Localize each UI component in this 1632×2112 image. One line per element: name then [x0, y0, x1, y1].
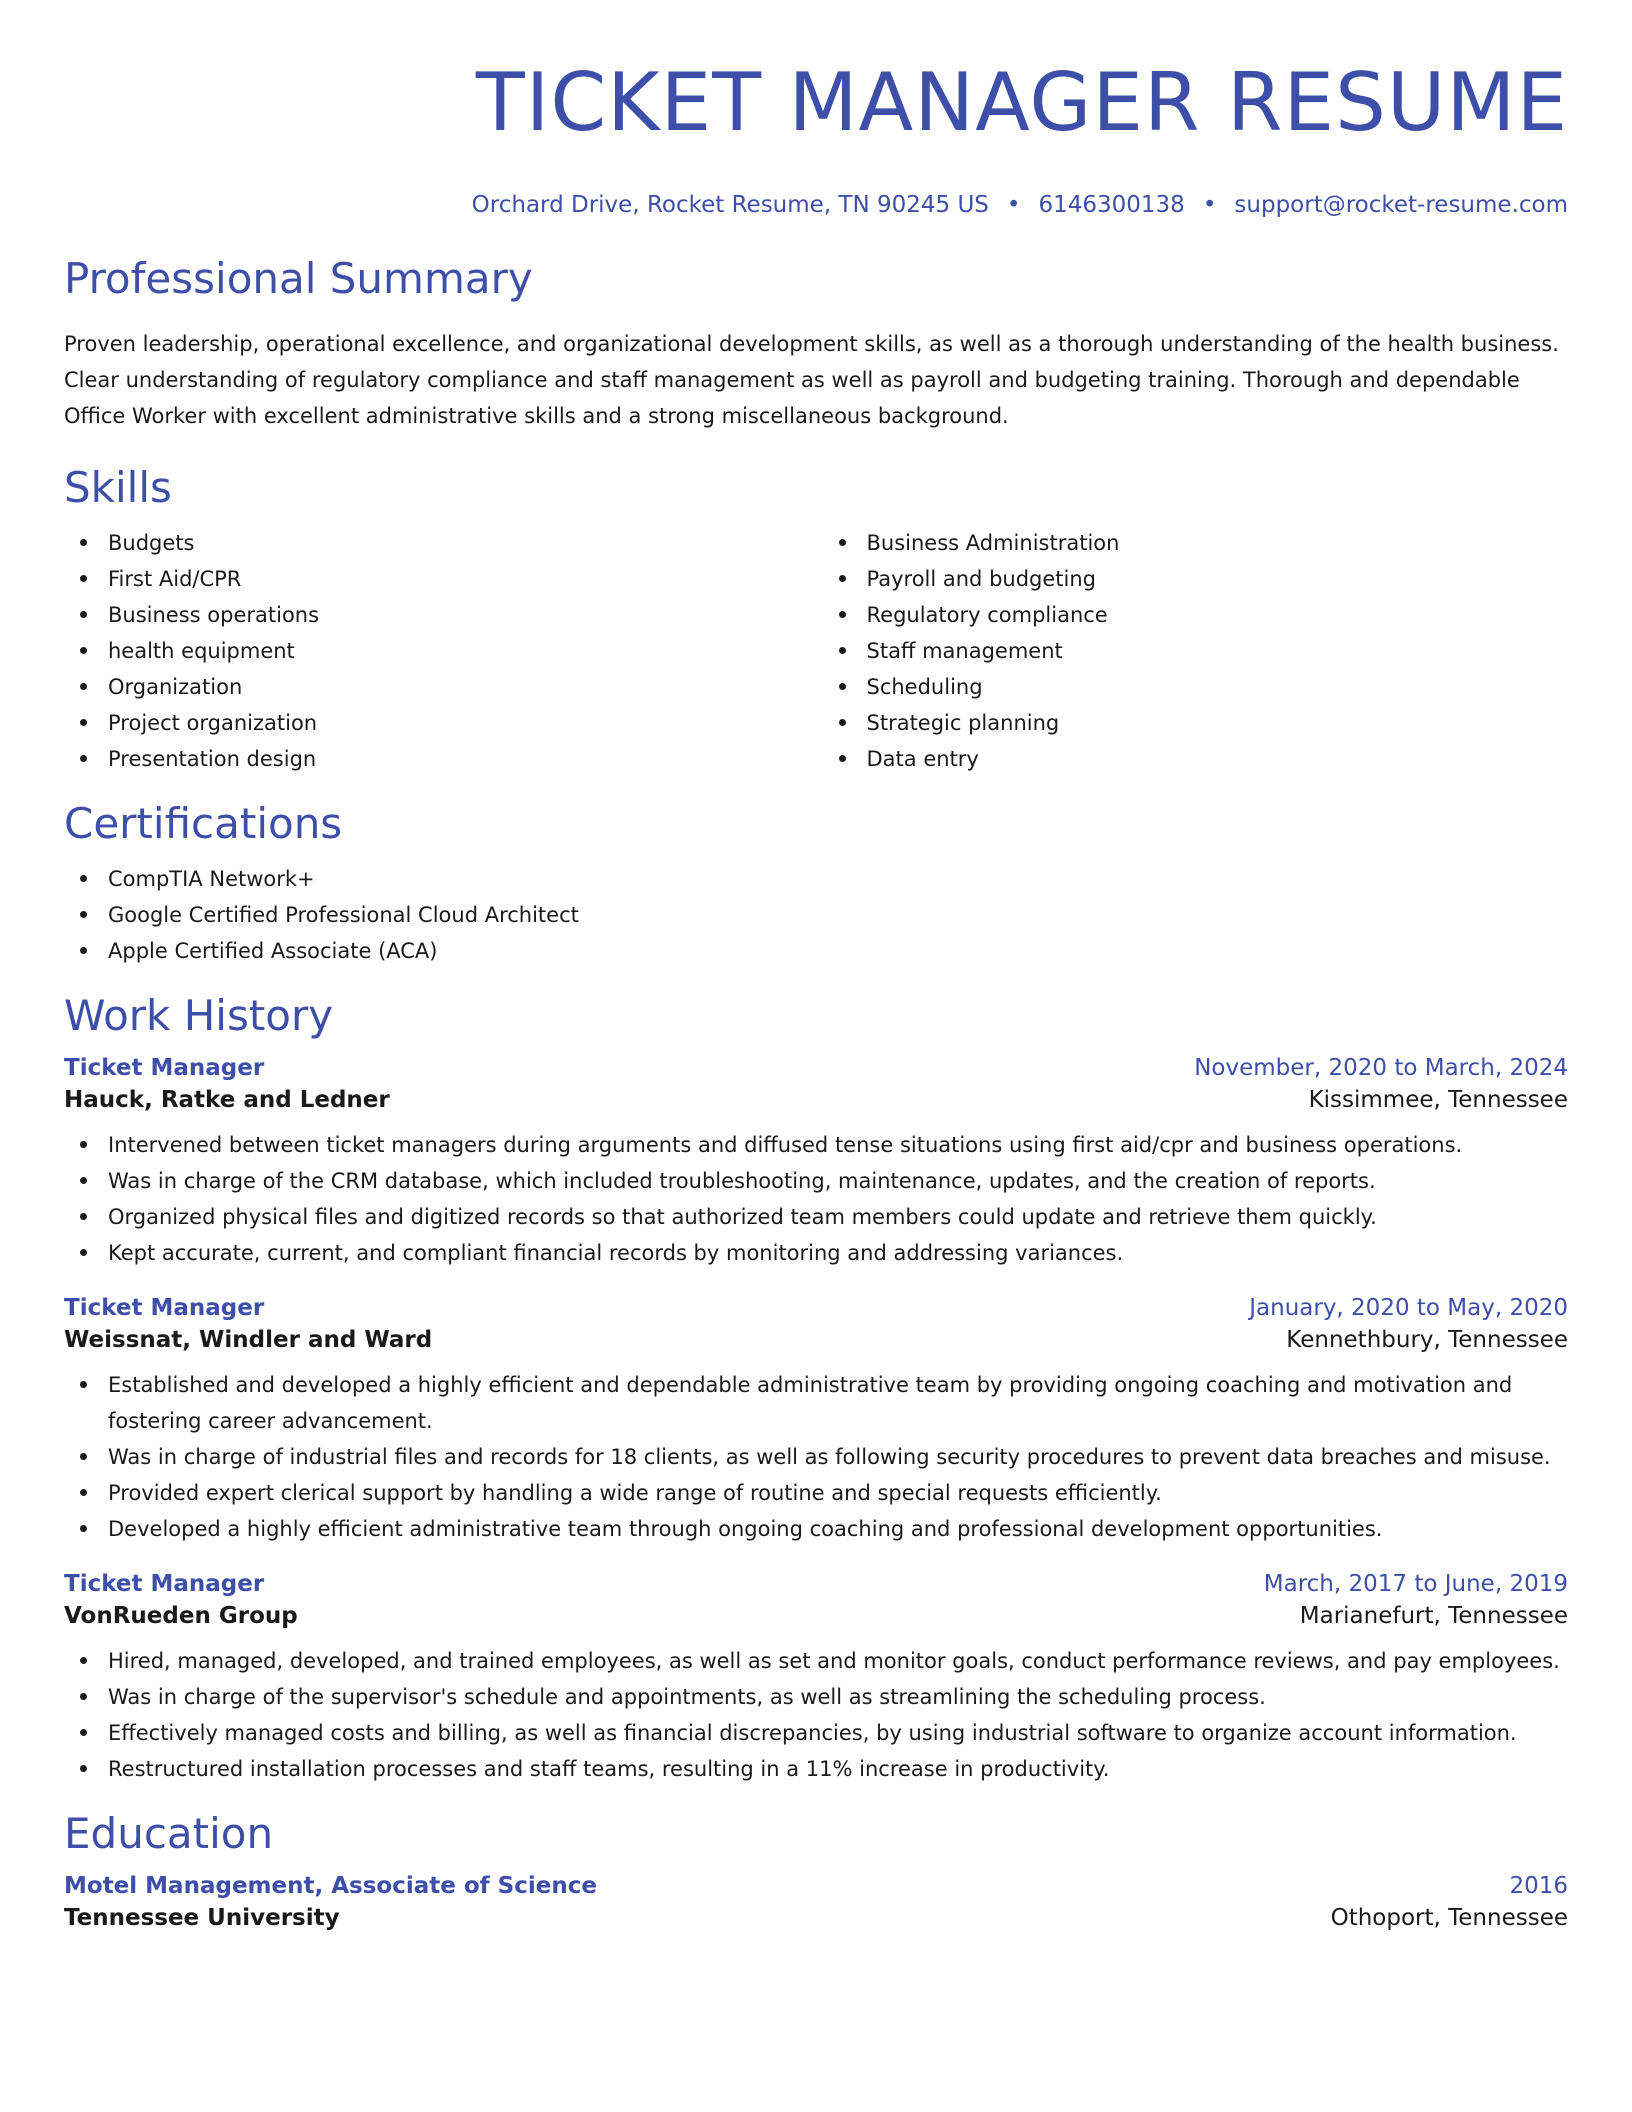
skill-item: Scheduling [823, 669, 1569, 705]
skill-item: Strategic planning [823, 705, 1569, 741]
skill-item: Organization [64, 669, 810, 705]
contact-email: support@rocket-resume.com [1234, 192, 1568, 218]
skill-item: Project organization [64, 705, 810, 741]
education-school-row [64, 1905, 1568, 1931]
resume-title: TICKET MANAGER RESUME [475, 56, 1568, 149]
job-bullet: Restructured installation processes and staff teams, resulting in a 11% increase in productivity. [64, 1751, 1568, 1787]
job-header-row [64, 1055, 1568, 1081]
certifications-heading: Certifications [64, 799, 343, 848]
skill-item: Data entry [823, 741, 1569, 777]
job-title: Ticket Manager [64, 1295, 265, 1321]
education-degree: Motel Management, Associate of Science [64, 1873, 597, 1899]
job-header-row [64, 1295, 1568, 1321]
education-location: Othoport, Tennessee [1330, 1905, 1568, 1931]
skills-list-right [810, 525, 1569, 777]
contact-phone: 6146300138 [1038, 192, 1185, 218]
job-bullet: Was in charge of the supervisor's schedule and appointments, as well as streamlining the scheduling process. [64, 1679, 1568, 1715]
job-title: Ticket Manager [64, 1055, 265, 1081]
skill-item: Business Administration [823, 525, 1569, 561]
education-section [64, 1809, 1568, 1931]
job-bullet: Intervened between ticket managers during arguments and diffused tense situations using first aid/cpr and business operations. [64, 1127, 1568, 1163]
job-bullet: Was in charge of the CRM database, which included troubleshooting, maintenance, updates, and the creation of reports. [64, 1163, 1568, 1199]
skill-item: health equipment [64, 633, 810, 669]
skills-heading: Skills [64, 463, 172, 512]
job-employer-row [64, 1087, 1568, 1113]
contact-line [64, 192, 1568, 218]
skill-item: Regulatory compliance [823, 597, 1569, 633]
job-bullet: Provided expert clerical support by handling a wide range of routine and special requests efficiently. [64, 1475, 1568, 1511]
job-location: Kissimmee, Tennessee [1308, 1087, 1568, 1113]
job-bullet: Kept accurate, current, and compliant financial records by monitoring and addressing variances. [64, 1235, 1568, 1271]
skill-item: Budgets [64, 525, 810, 561]
skill-item: Payroll and budgeting [823, 561, 1569, 597]
skills-list-left [64, 525, 810, 777]
education-heading: Education [64, 1809, 274, 1858]
job-bullet: Effectively managed costs and billing, as well as financial discrepancies, by using industrial software to organize account information. [64, 1715, 1568, 1751]
contact-address: Orchard Drive, Rocket Resume, TN 90245 US [471, 192, 989, 218]
summary-heading: Professional Summary [64, 254, 533, 303]
job-header-row [64, 1571, 1568, 1597]
job-bullet: Hired, managed, developed, and trained employees, as well as set and monitor goals, conduct performance reviews, and pay employees. [64, 1643, 1568, 1679]
certification-item: Apple Certified Associate (ACA) [64, 933, 1568, 969]
job-dates: March, 2017 to June, 2019 [1263, 1571, 1568, 1597]
job-bullets [64, 1643, 1568, 1787]
skill-item: Presentation design [64, 741, 810, 777]
skill-item: Staff management [823, 633, 1569, 669]
skills-section [64, 463, 1568, 777]
job-bullet: Established and developed a highly efficient and dependable administrative team by providing ongoing coaching and motivation and fostering career advancement. [64, 1367, 1568, 1439]
job-dates: January, 2020 to May, 2020 [1249, 1295, 1568, 1321]
certification-item: Google Certified Professional Cloud Architect [64, 897, 1568, 933]
job-employer-row [64, 1327, 1568, 1353]
job-entry [64, 1571, 1568, 1787]
certification-item: CompTIA Network+ [64, 861, 1568, 897]
job-entry [64, 1055, 1568, 1271]
summary-text: Proven leadership, operational excellence, and organizational development skills, as well as a thorough understanding of the health business. Clear understanding of regulatory compliance and staff management as well as payroll and budgeting training. Thorough and dependable Office Worker with excellent administrative skills and a strong miscellaneous background. [64, 332, 1559, 428]
job-entry [64, 1295, 1568, 1547]
job-employer: VonRueden Group [64, 1603, 298, 1629]
summary-section [64, 254, 1568, 434]
job-bullets [64, 1127, 1568, 1271]
contact-separator: • [1006, 192, 1021, 218]
education-header-row [64, 1873, 1568, 1899]
job-location: Marianefurt, Tennessee [1299, 1603, 1568, 1629]
work-history-section [64, 991, 1568, 1787]
certifications-section [64, 799, 1568, 969]
job-bullet: Organized physical files and digitized records so that authorized team members could update and retrieve them quickly. [64, 1199, 1568, 1235]
education-school: Tennessee University [64, 1905, 340, 1931]
job-bullets [64, 1367, 1568, 1547]
job-bullet: Developed a highly efficient administrative team through ongoing coaching and professional development opportunities. [64, 1511, 1568, 1547]
job-dates: November, 2020 to March, 2024 [1194, 1055, 1568, 1081]
job-employer: Hauck, Ratke and Ledner [64, 1087, 390, 1113]
job-employer: Weissnat, Windler and Ward [64, 1327, 433, 1353]
skill-item: First Aid/CPR [64, 561, 810, 597]
job-location: Kennethbury, Tennessee [1286, 1327, 1568, 1353]
skill-item: Business operations [64, 597, 810, 633]
education-year: 2016 [1509, 1873, 1568, 1899]
job-bullet: Was in charge of industrial files and records for 18 clients, as well as following security procedures to prevent data breaches and misuse. [64, 1439, 1568, 1475]
job-employer-row [64, 1603, 1568, 1629]
contact-separator: • [1202, 192, 1217, 218]
certifications-list [64, 861, 1568, 969]
work-history-heading: Work History [64, 991, 334, 1040]
job-title: Ticket Manager [64, 1571, 265, 1597]
